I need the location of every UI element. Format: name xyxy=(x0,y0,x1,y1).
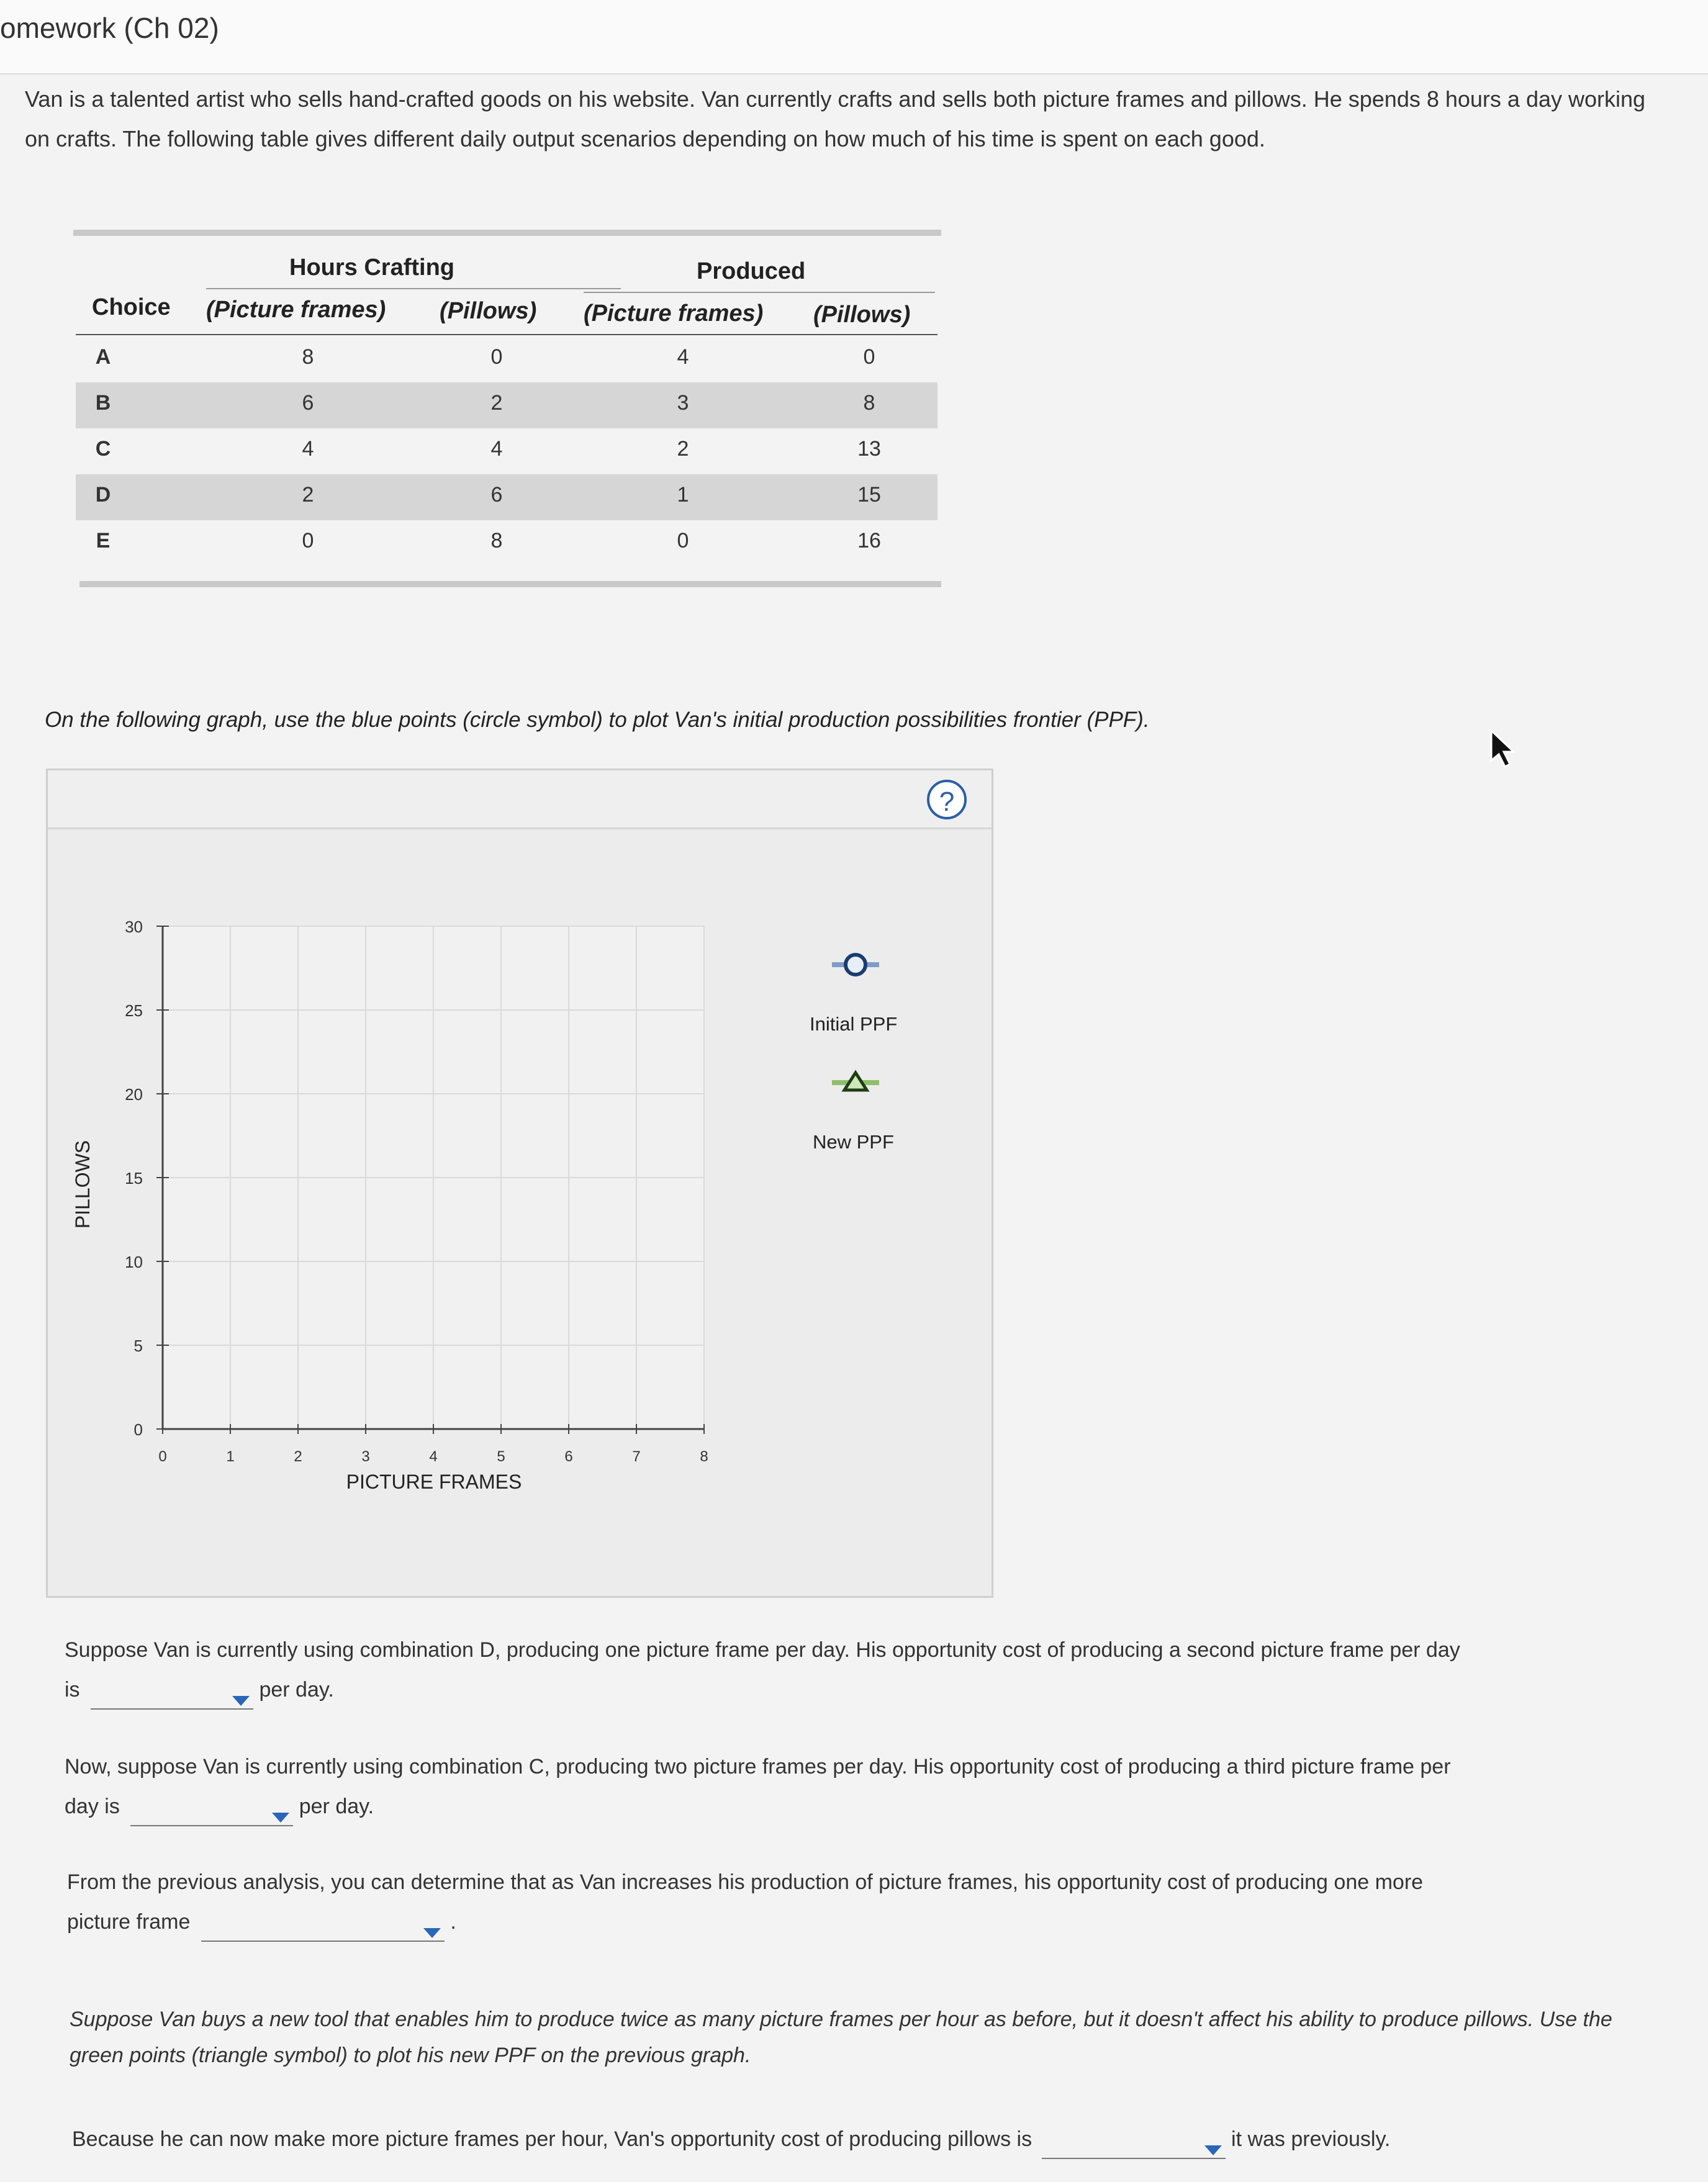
cell-produced-frames: 0 xyxy=(677,529,689,552)
q1-dropdown[interactable] xyxy=(91,1690,253,1710)
dropdown-arrow-icon xyxy=(1204,2145,1222,2155)
q5-dropdown[interactable] xyxy=(1042,2139,1226,2159)
intro-text: Van is a talented artist who sells hand-crafted goods on his website. Van currently crafts and sells both picture frames and pillows. He spends 8 hours a day working on crafts. The following table gives different daily output scenarios depending on how much of his time is spent on each good. xyxy=(25,86,1646,151)
header-hours-crafting: Hours Crafting xyxy=(289,255,454,281)
question-2 xyxy=(65,1747,1654,1826)
help-icon[interactable]: ? xyxy=(927,780,967,819)
initial-ppf-tool[interactable] xyxy=(832,955,879,975)
produced-group-rule xyxy=(584,292,935,293)
cell-hours-frames: 2 xyxy=(302,483,314,507)
header-choice: Choice xyxy=(92,294,171,320)
x-axis-label: PICTURE FRAMES xyxy=(346,1471,522,1493)
blue-circle-marker-icon xyxy=(846,955,865,975)
cell-hours-pillows: 0 xyxy=(490,345,503,369)
cell-produced-pillows: 0 xyxy=(863,345,875,369)
cell-produced-pillows: 16 xyxy=(857,529,881,552)
header-rule xyxy=(76,334,938,335)
dropdown-arrow-icon xyxy=(272,1813,289,1823)
assignment-title: omework (Ch 02) xyxy=(0,12,219,44)
y-tick-label: 0 xyxy=(133,1420,143,1439)
new-ppf-tool[interactable] xyxy=(832,1073,879,1090)
y-tick-label: 20 xyxy=(125,1085,143,1104)
table-row xyxy=(76,428,938,474)
cell-hours-pillows: 6 xyxy=(490,483,503,507)
table-row xyxy=(76,382,938,428)
table-top-rule xyxy=(73,230,941,236)
y-tick-label: 15 xyxy=(125,1169,143,1188)
header-produced-pillows: (Pillows) xyxy=(813,302,911,328)
ppf-chart[interactable] xyxy=(46,826,990,1546)
x-tick-label: 4 xyxy=(429,1448,438,1465)
header-hours-pillows: (Pillows) xyxy=(440,298,537,324)
cell-hours-frames: 8 xyxy=(302,345,314,369)
hours-group-rule xyxy=(206,288,621,289)
dropdown-arrow-icon xyxy=(423,1928,441,1938)
cell-produced-pillows: 8 xyxy=(863,391,875,415)
x-tick-label: 5 xyxy=(497,1448,505,1465)
header-produced-frames: (Picture frames) xyxy=(584,300,764,327)
question-1 xyxy=(65,1630,1654,1710)
cell-hours-frames: 0 xyxy=(302,529,314,552)
question-1-suffix: per day. xyxy=(259,1678,334,1702)
cell-choice: B xyxy=(95,391,111,415)
x-tick-label: 3 xyxy=(361,1448,370,1465)
question-5-suffix: it was previously. xyxy=(1231,2127,1391,2151)
cell-hours-frames: 6 xyxy=(302,391,314,415)
cell-choice: D xyxy=(95,483,111,507)
x-tick-label: 6 xyxy=(564,1448,573,1465)
cell-produced-pillows: 15 xyxy=(857,483,881,507)
cell-hours-pillows: 8 xyxy=(490,529,503,552)
x-tick-labels xyxy=(158,1448,708,1465)
table-row xyxy=(76,336,938,382)
header-hours-frames: (Picture frames) xyxy=(206,297,386,323)
x-tick-label: 2 xyxy=(294,1448,302,1465)
y-tick-label: 10 xyxy=(125,1253,143,1271)
y-axis-label: PILLOWS xyxy=(71,1140,94,1229)
cell-hours-pillows: 2 xyxy=(490,391,503,415)
q2-dropdown[interactable] xyxy=(130,1806,293,1826)
legend-initial-ppf: Initial PPF xyxy=(810,1013,898,1035)
question-3 xyxy=(67,1862,1656,1942)
y-tick-labels xyxy=(125,917,143,1439)
header-produced: Produced xyxy=(697,258,806,284)
cell-hours-frames: 4 xyxy=(302,437,314,461)
top-bar xyxy=(0,0,1708,74)
cell-produced-frames: 3 xyxy=(677,391,689,415)
dropdown-arrow-icon xyxy=(232,1696,250,1706)
table-row xyxy=(76,474,938,520)
question-2-prefix: day is xyxy=(65,1795,120,1818)
cell-hours-pillows: 4 xyxy=(490,437,503,461)
question-1-prefix: is xyxy=(65,1678,80,1702)
cell-choice: E xyxy=(96,529,111,552)
cell-choice: A xyxy=(95,345,111,369)
cell-produced-pillows: 13 xyxy=(857,437,881,461)
chart-grid xyxy=(163,926,704,1429)
cell-produced-frames: 2 xyxy=(677,437,689,461)
cell-produced-frames: 4 xyxy=(677,345,689,369)
graph-instructions: On the following graph, use the blue points (circle symbol) to plot Van's initial production possibilities frontier (PPF). xyxy=(45,708,1150,732)
graph-toolbar xyxy=(48,770,992,829)
y-tick-label: 25 xyxy=(125,1001,143,1020)
y-tick-label: 30 xyxy=(125,917,143,936)
question-2-suffix: per day. xyxy=(299,1795,374,1818)
question-3-prefix: picture frame xyxy=(67,1910,191,1934)
question-2-text: Now, suppose Van is currently using combination C, producing two picture frames per day. His opportunity cost of producing a third picture frame per xyxy=(65,1755,1451,1779)
question-3-text: From the previous analysis, you can determine that as Van increases his production of picture frames, his opportunity cost of producing one more xyxy=(67,1870,1424,1894)
x-tick-label: 0 xyxy=(158,1448,167,1465)
table-row xyxy=(76,520,938,566)
cell-choice: C xyxy=(95,437,111,461)
y-tick-label: 5 xyxy=(133,1337,143,1355)
x-tick-label: 1 xyxy=(226,1448,235,1465)
x-tick-label: 8 xyxy=(700,1448,708,1465)
question-5 xyxy=(72,2119,1674,2159)
cell-produced-frames: 1 xyxy=(677,483,689,507)
question-3-suffix: . xyxy=(450,1910,456,1934)
question-5-text: Because he can now make more picture frames per hour, Van's opportunity cost of producing pillows is xyxy=(72,2127,1032,2151)
question-1-text: Suppose Van is currently using combination D, producing one picture frame per day. His opportunity cost of producing a second picture frame per day xyxy=(65,1638,1460,1662)
mouse-cursor-icon xyxy=(1489,729,1519,769)
question-4: Suppose Van buys a new tool that enables him to produce twice as many picture frames per hour as before, but it doesn't affect his ability to produce pillows. Use the green points (triangle symbol) to plot his new PPF on the previous graph. xyxy=(70,2008,1612,2067)
x-tick-label: 7 xyxy=(632,1448,641,1465)
legend-new-ppf: New PPF xyxy=(813,1131,894,1153)
table-bottom-rule xyxy=(79,581,941,587)
q3-dropdown[interactable] xyxy=(201,1922,445,1942)
